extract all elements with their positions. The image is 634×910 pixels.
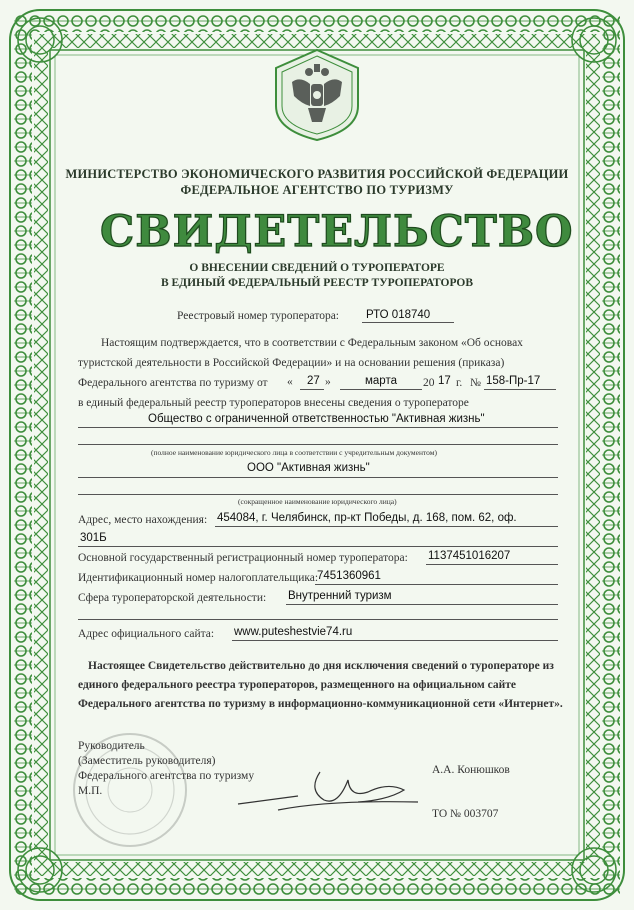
body-line-1: Настоящим подтверждается, что в соответствии с Федеральным законом «Об основах <box>101 337 523 349</box>
stamp-mark: М.П. <box>78 785 103 797</box>
decision-month: марта <box>365 375 397 387</box>
handwritten-signature <box>228 760 428 820</box>
year-unit: г. <box>456 377 463 389</box>
subtitle-line: О ВНЕСЕНИИ СВЕДЕНИЙ О ТУРОПЕРАТОРЕ <box>189 262 445 274</box>
inn-value: 7451360961 <box>317 570 381 582</box>
date-quote-close: » <box>325 376 331 388</box>
date-prefix: Федерального агентства по туризму от <box>78 377 268 389</box>
company-short-name: ООО "Активная жизнь" <box>247 462 370 474</box>
number-sign: № <box>470 377 481 389</box>
signatory-role: Руководитель <box>78 740 145 752</box>
sphere-label: Сфера туроператорской деятельности: <box>78 592 267 604</box>
order-number: 158-Пр-17 <box>486 375 541 387</box>
registry-number-value: РТО 018740 <box>366 309 431 321</box>
signatory-role: (Заместитель руководителя) <box>78 755 216 767</box>
address-value-cont: 301Б <box>80 532 107 544</box>
decision-day: 27 <box>307 375 320 387</box>
ogrn-value: 1137451016207 <box>428 550 511 562</box>
validity-line-3: Федерального агентства по туризму в информационно-коммуникационной сети «Интернет». <box>78 698 563 710</box>
address-label: Адрес, место нахождения: <box>78 514 208 526</box>
document-title: СВИДЕТЕЛЬСТВО <box>100 207 574 257</box>
document-subtitle <box>60 261 574 291</box>
date-quote-open: « <box>287 376 293 388</box>
website-label: Адрес официального сайта: <box>78 628 215 640</box>
year-prefix: 20 <box>423 377 435 389</box>
ministry-name: МИНИСТЕРСТВО ЭКОНОМИЧЕСКОГО РАЗВИТИЯ РОССИЙСКОЙ ФЕДЕРАЦИИ <box>65 167 569 181</box>
inn-label: Идентификационный номер налогоплательщика: <box>78 572 319 584</box>
certificate-number: ТО № 003707 <box>432 808 499 820</box>
body-line-3 <box>78 377 268 389</box>
registry-number-label: Реестровый номер туроператора: <box>177 310 339 322</box>
website-value: www.puteshestvie74.ru <box>234 626 353 638</box>
company-full-name: Общество с ограниченной ответственностью "Активная жизнь" <box>148 413 485 425</box>
validity-line-2: единого федерального реестра туроператоров, размещенного на официальном сайте <box>78 679 516 691</box>
coat-of-arms-emblem <box>272 46 362 142</box>
subtitle-line: В ЕДИНЫЙ ФЕДЕРАЛЬНЫЙ РЕЕСТР ТУРОПЕРАТОРОВ <box>160 277 474 289</box>
signatory-role: Федерального агентства по туризму <box>78 770 255 782</box>
address-value: 454084, г. Челябинск, пр-кт Победы, д. 168, пом. 62, оф. <box>217 512 517 524</box>
sphere-value: Внутренний туризм <box>288 590 392 602</box>
validity-line-1: Настоящее Свидетельство действительно до дня исключения сведений о туроператоре из <box>88 660 554 672</box>
ogrn-label: Основной государственный регистрационный номер туроператора: <box>78 552 408 564</box>
agency-name: ФЕДЕРАЛЬНОЕ АГЕНТСТВО ПО ТУРИЗМУ <box>180 183 454 197</box>
short-name-caption: (сокращенное наименование юридического лица) <box>238 497 397 506</box>
body-line-2: туристской деятельности в Российской Федерации» и на основании решения (приказа) <box>78 357 505 369</box>
decision-year: 17 <box>438 375 451 387</box>
signatory-name: А.А. Конюшков <box>432 764 510 776</box>
ministry-header <box>40 166 594 198</box>
full-name-caption: (полное наименование юридического лица в соответствии с учредительным документом) <box>151 448 437 457</box>
body-line-4: в единый федеральный реестр туроператоров внесены сведения о туроператоре <box>78 397 469 409</box>
